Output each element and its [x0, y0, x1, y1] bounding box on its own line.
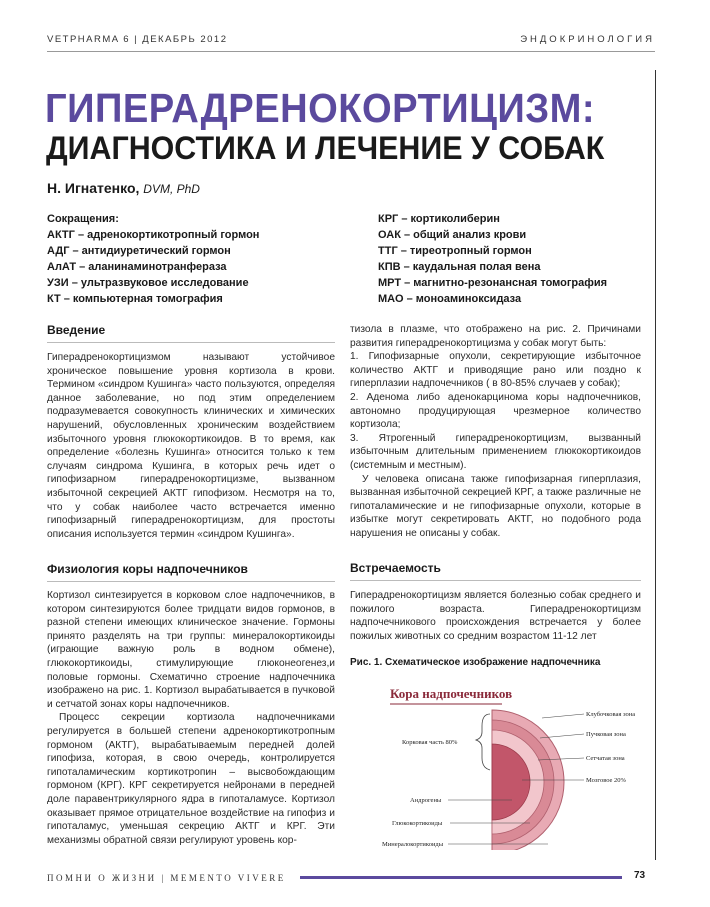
label-androgens: Андрогены [410, 797, 442, 804]
footer-accent-bar [300, 876, 622, 879]
intro-heading-rule [47, 342, 335, 343]
journal-issue: VETPHARMA 6 | ДЕКАБРЬ 2012 [47, 34, 228, 45]
abbr-item: АКТГ – адренокортикотропный гормон [47, 229, 260, 241]
diagram-title: Кора надпочечников [390, 686, 513, 701]
abbr-item: КРГ – кортиколиберин [378, 213, 500, 225]
abbreviations-left [47, 211, 259, 307]
intro-paragraph: Гиперадренокортицизмом называют устойчивое хроническое повышение уровня кортизола в крови. Термином «синдром Кушинга» часто пользуются, определяя данное заболевание, но под этим определением подразумевается совокупность клинических и химических нарушений, обусловленных хроническим воздействием избыточного уровня глюкокортикоидов. В то время, как определение «болезнь Кушинга» относится только к тем случаям синдрома Кушинга, в которых речь идет о гипофизарном гиперадренокортицизме, вызванном избыточной секрецией АКТГ гипофизом. Несмотря на то, что у собак наиболее часто встречается именно гипофизарный гиперадренокортицизм, для простоты описания используется термин «синдром Кушинга». [47, 352, 335, 540]
article-title-sub: ДИАГНОСТИКА И ЛЕЧЕНИЕ У СОБАК [46, 130, 605, 166]
physiology-paragraph-2: Процесс секреции кортизола надпочечниками регулируется в большей степени адренокортикотропным гормоном (АКТГ), вырабатываемым передней долей гипофиза, которая, в свою очередь, контролируется гипоталамическим кортикотропин – высвобождающим гормоном (КРГ). КРГ секретируется нейронами в передней доле паравентрикулярного ядра в гипоталамусе. Кортизол оказывает прямое отрицательное воздействие на гипофиз и гипоталамус, уменьшая секрецию АКТГ и КРГ. Эти механизмы обратной связи регулируют уровень кор- [47, 712, 335, 846]
margin-rule [655, 70, 656, 860]
label-glomerular: Клубочковая зона [586, 711, 636, 718]
abbr-item: АДГ – антидиуретический гормон [47, 245, 231, 257]
article-title-main: ГИПЕРАДРЕНОКОРТИЦИЗМ: [45, 85, 596, 131]
physiology-paragraph-1: Кортизол синтезируется в корковом слое надпочечников, в котором синтезируются более тридцати видов гормонов, в разной степени имеющих клиническое значение. Гормоны принято разделять на три группы: минералокортикоиды (играющие важную роль в водном обмене), глюкокортикоиды, стимулирующие глюконеогенез,и половые гормоны. Схематично строение надпочечника изображено на рис. 1. Кортизол вырабатывается в пучковой и сетчатой зонах коры надпочечников. [47, 590, 335, 710]
page-header [47, 34, 655, 48]
physiology-heading: Физиология коры надпочечников [47, 562, 248, 576]
abbr-item: ТТГ – тиреотропный гормон [378, 245, 532, 257]
causes-item-2: 2. Аденома либо аденокарцинома коры надпочечников, автономно продуцирующая чрезмерное количество кортизола; [350, 391, 641, 431]
header-divider [47, 51, 655, 52]
abbr-item: КПВ – каудальная полая вена [378, 261, 541, 273]
glomerular-pointer [542, 714, 584, 718]
intro-body [47, 351, 335, 541]
causes-body [350, 323, 641, 541]
label-glucocorticoids: Глюкокортикоиды [392, 820, 443, 827]
section-name: ЭНДОКРИНОЛОГИЯ [520, 34, 655, 45]
label-medulla: Мозговое 20% [586, 777, 626, 784]
occurrence-paragraph: Гиперадренокортицизм является болезнью собак среднего и пожилого возраста. Гиперадренокортицизм надпочечникового происхождения встречается у более пожилых животных со средним возрастом 11-12 лет [350, 590, 641, 642]
footer-motto: ПОМНИ О ЖИЗНИ | MEMENTO VIVERE [47, 873, 286, 883]
causes-paragraph-1: тизола в плазме, что отображено на рис. 2. Причинами развития гиперадренокортицизма у собак могут быть: [350, 324, 641, 349]
label-cortex: Корковая часть 80% [402, 739, 458, 746]
causes-item-1: 1. Гипофизарные опухоли, секретирующие избыточное количество АКТГ и приводящие рано или поздно к гиперплазии надпочечников ( в 80-85% случаев у собак); [350, 351, 641, 390]
abbr-item: МАО – моноаминоксидаза [378, 293, 522, 305]
page-number: 73 [634, 870, 646, 881]
cortex-brace [476, 714, 490, 770]
occurrence-heading-rule [350, 580, 641, 581]
abbr-item: УЗИ – ультразвуковое исследование [47, 277, 249, 289]
causes-paragraph-2: У человека описана также гипофизарная гиперплазия, вызванная избыточной секрецией КРГ, а также различные не гипоталамические и не гипофизарные опухоли, которые в избытке могут секретировать АКТГ, но подобного рода нарушения не описаны у собак. [350, 473, 642, 539]
label-fascicular: Пучковая зона [586, 731, 626, 738]
figure-caption: Рис. 1. Схематическое изображение надпочечника [350, 657, 601, 668]
occurrence-body [350, 589, 641, 643]
author-line [47, 180, 200, 196]
intro-heading: Введение [47, 323, 106, 337]
author-name: Н. Игнатенко, [47, 180, 140, 196]
abbreviations-right [378, 211, 607, 307]
occurrence-heading: Встречаемость [350, 561, 441, 575]
abbr-item: ОАК – общий анализ крови [378, 229, 527, 241]
causes-item-3: 3. Ятрогенный гиперадренокортицизм, вызванный избыточным длительным применением глюкокортикоидов (системным и местным). [350, 432, 641, 471]
abbr-item: АлАТ – аланинаминотранфераза [47, 261, 227, 273]
label-reticular: Сетчатая зона [586, 755, 625, 762]
label-mineralocorticoids: Минералокортикоиды [382, 841, 444, 848]
adrenal-diagram [362, 680, 642, 850]
abbr-item: Сокращения: [47, 213, 119, 225]
author-degree: DVM, PhD [143, 182, 200, 196]
abbr-item: КТ – компьютерная томография [47, 293, 223, 305]
physiology-heading-rule [47, 581, 335, 582]
abbr-item: МРТ – магнитно-резонансная томография [378, 277, 608, 289]
physiology-body [47, 589, 335, 847]
